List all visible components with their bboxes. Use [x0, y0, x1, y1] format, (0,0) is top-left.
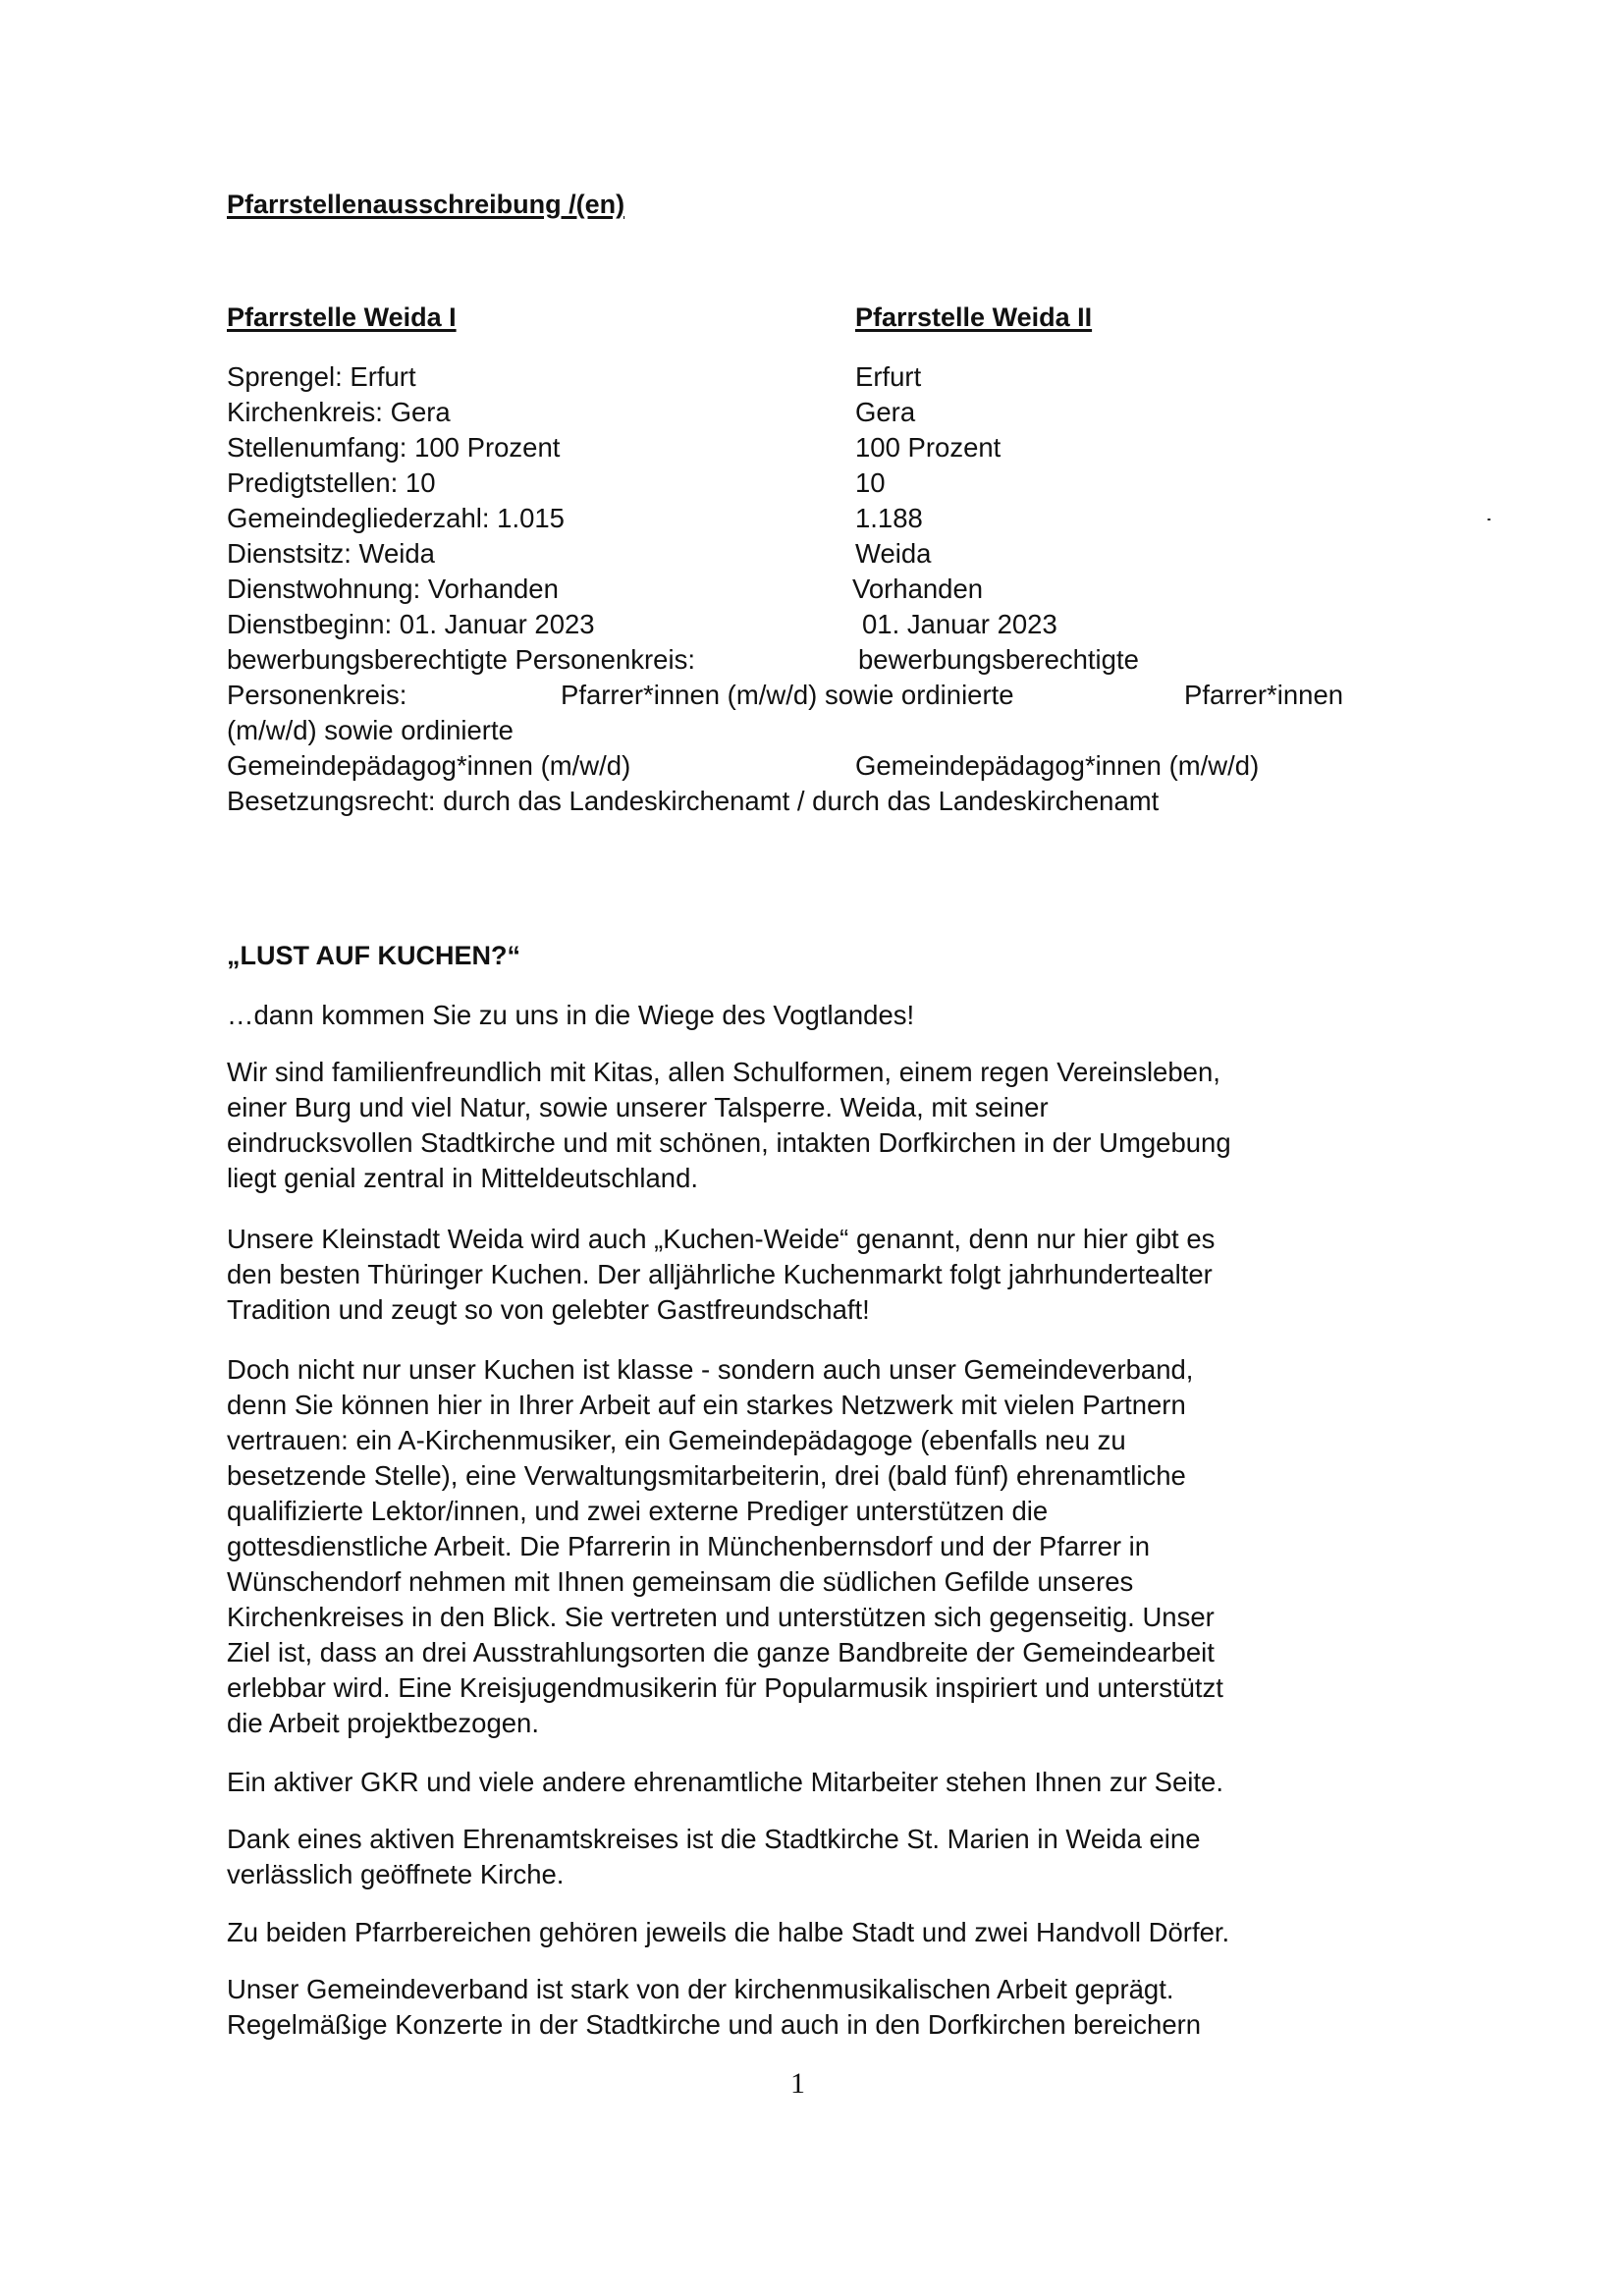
page-title: Pfarrstellenausschreibung /(en)	[227, 190, 625, 219]
paragraph-familienfreundlich	[227, 1055, 1385, 1196]
info-right-dienstsitz: Weida	[855, 538, 932, 569]
personenkreis-right-value: Pfarrer*innen	[1184, 680, 1344, 710]
info-left-dienstwohnung: Dienstwohnung: Vorhanden	[227, 574, 559, 604]
info-left-predigtstellen: Predigtstellen: 10	[227, 467, 436, 498]
paragraph-line: die Arbeit projektbezogen.	[227, 1708, 539, 1738]
personenkreis-label: Personenkreis:	[227, 680, 407, 710]
scan-speck-mark	[1488, 519, 1490, 520]
paragraph-line: Wünschendorf nehmen mit Ihnen gemeinsam die südlichen Gefilde unseres	[227, 1566, 1134, 1597]
info-left-kirchenkreis: Kirchenkreis: Gera	[227, 397, 451, 427]
besetzungsrecht: Besetzungsrecht: durch das Landeskirchenamt / durch das Landeskirchenamt	[227, 786, 1160, 816]
paragraph-line: Doch nicht nur unser Kuchen ist klasse - sondern auch unser Gemeindeverband,	[227, 1354, 1194, 1385]
personenkreis-left-value: Pfarrer*innen (m/w/d) sowie ordinierte	[561, 680, 1014, 710]
paragraph-ehrenamtskreis	[227, 1822, 1385, 1892]
info-right-stellenumfang: 100 Prozent	[855, 432, 1001, 463]
info-right-sprengel: Erfurt	[855, 361, 922, 392]
paragraph-line: liegt genial zentral in Mitteldeutschland.	[227, 1163, 699, 1193]
paragraph-line: gottesdienstliche Arbeit. Die Pfarrerin in Münchenbernsdorf und der Pfarrer in	[227, 1531, 1151, 1561]
info-left-stellenumfang: Stellenumfang: 100 Prozent	[227, 432, 561, 463]
gemeindepaedagog-left: Gemeindepädagog*innen (m/w/d)	[227, 750, 631, 781]
paragraph-line: Tradition und zeugt so von gelebter Gastfreundschaft!	[227, 1294, 870, 1325]
section-heading: „LUST AUF KUCHEN?“	[227, 941, 520, 970]
paragraph-kuchen-weide	[227, 1222, 1385, 1328]
paragraph-kirchenmusik	[227, 1972, 1385, 2043]
paragraph-line: den besten Thüringer Kuchen. Der alljährliche Kuchenmarkt folgt jahrhundertealter	[227, 1259, 1213, 1289]
gemeindepaedagog-right: Gemeindepädagog*innen (m/w/d)	[855, 750, 1260, 781]
paragraph-line: verlässlich geöffnete Kirche.	[227, 1859, 565, 1889]
paragraph-line: vertrauen: ein A-Kirchenmusiker, ein Gemeindepädagoge (ebenfalls neu zu	[227, 1425, 1126, 1455]
info-right-kirchenkreis: Gera	[855, 397, 916, 427]
info-right-personenkreis-header: bewerbungsberechtigte	[858, 644, 1139, 675]
info-right-predigtstellen: 10	[855, 467, 886, 498]
paragraph-line: Kirchenkreises in den Blick. Sie vertreten und unterstützen sich gegenseitig. Unser	[227, 1602, 1215, 1632]
paragraph-line: Unsere Kleinstadt Weida wird auch „Kuchen-Weide“ genannt, denn nur hier gibt es	[227, 1224, 1216, 1254]
paragraph-gemeindeverband	[227, 1352, 1385, 1741]
info-right-gemeindegliederzahl: 1.188	[855, 503, 923, 533]
info-right-dienstwohnung: Vorhanden	[852, 574, 984, 604]
info-left-sprengel: Sprengel: Erfurt	[227, 361, 416, 392]
info-left-personenkreis-header: bewerbungsberechtigte Personenkreis:	[227, 644, 695, 675]
page-number: 1	[790, 2067, 805, 2100]
paragraph-line: Unser Gemeindeverband ist stark von der kirchenmusikalischen Arbeit geprägt.	[227, 1974, 1174, 2004]
info-right-dienstbeginn: 01. Januar 2023	[862, 609, 1057, 639]
intro-line: …dann kommen Sie zu uns in die Wiege des Vogtlandes!	[227, 1000, 915, 1030]
info-left-dienstsitz: Dienstsitz: Weida	[227, 538, 435, 569]
paragraph-line: Ein aktiver GKR und viele andere ehrenamtliche Mitarbeiter stehen Ihnen zur Seite.	[227, 1767, 1223, 1797]
column-heading-weida-2: Pfarrstelle Weida II	[855, 302, 1093, 332]
paragraph-line: erlebbar wird. Eine Kreisjugendmusikerin für Popularmusik inspiriert und unterstützt	[227, 1672, 1223, 1703]
info-left-gemeindegliederzahl: Gemeindegliederzahl: 1.015	[227, 503, 565, 533]
paragraph-line: Dank eines aktiven Ehrenamtskreises ist die Stadtkirche St. Marien in Weida eine	[227, 1824, 1201, 1854]
paragraph-line: denn Sie können hier in Ihrer Arbeit auf ein starkes Netzwerk mit vielen Partnern	[227, 1390, 1186, 1420]
paragraph-line: einer Burg und viel Natur, sowie unserer Talsperre. Weida, mit seiner	[227, 1092, 1049, 1122]
column-heading-weida-1: Pfarrstelle Weida I	[227, 302, 457, 332]
paragraph-gkr	[227, 1765, 1385, 1800]
paragraph-line: eindrucksvollen Stadtkirche und mit schönen, intakten Dorfkirchen in der Umgebung	[227, 1127, 1231, 1158]
paragraph-line: Wir sind familienfreundlich mit Kitas, allen Schulformen, einem regen Vereinsleben,	[227, 1057, 1220, 1087]
paragraph-pfarrbereiche	[227, 1915, 1385, 1950]
paragraph-line: Zu beiden Pfarrbereichen gehören jeweils die halbe Stadt und zwei Handvoll Dörfer.	[227, 1917, 1230, 1947]
paragraph-line: qualifizierte Lektor/innen, und zwei externe Prediger unterstützen die	[227, 1496, 1049, 1526]
personenkreis-continuation: (m/w/d) sowie ordinierte	[227, 715, 514, 745]
paragraph-line: Regelmäßige Konzerte in der Stadtkirche und auch in den Dorfkirchen bereichern	[227, 2009, 1202, 2040]
paragraph-line: besetzende Stelle), eine Verwaltungsmitarbeiterin, drei (bald fünf) ehrenamtliche	[227, 1460, 1186, 1491]
info-left-dienstbeginn: Dienstbeginn: 01. Januar 2023	[227, 609, 595, 639]
paragraph-line: Ziel ist, dass an drei Ausstrahlungsorten die ganze Bandbreite der Gemeindearbeit	[227, 1637, 1215, 1667]
